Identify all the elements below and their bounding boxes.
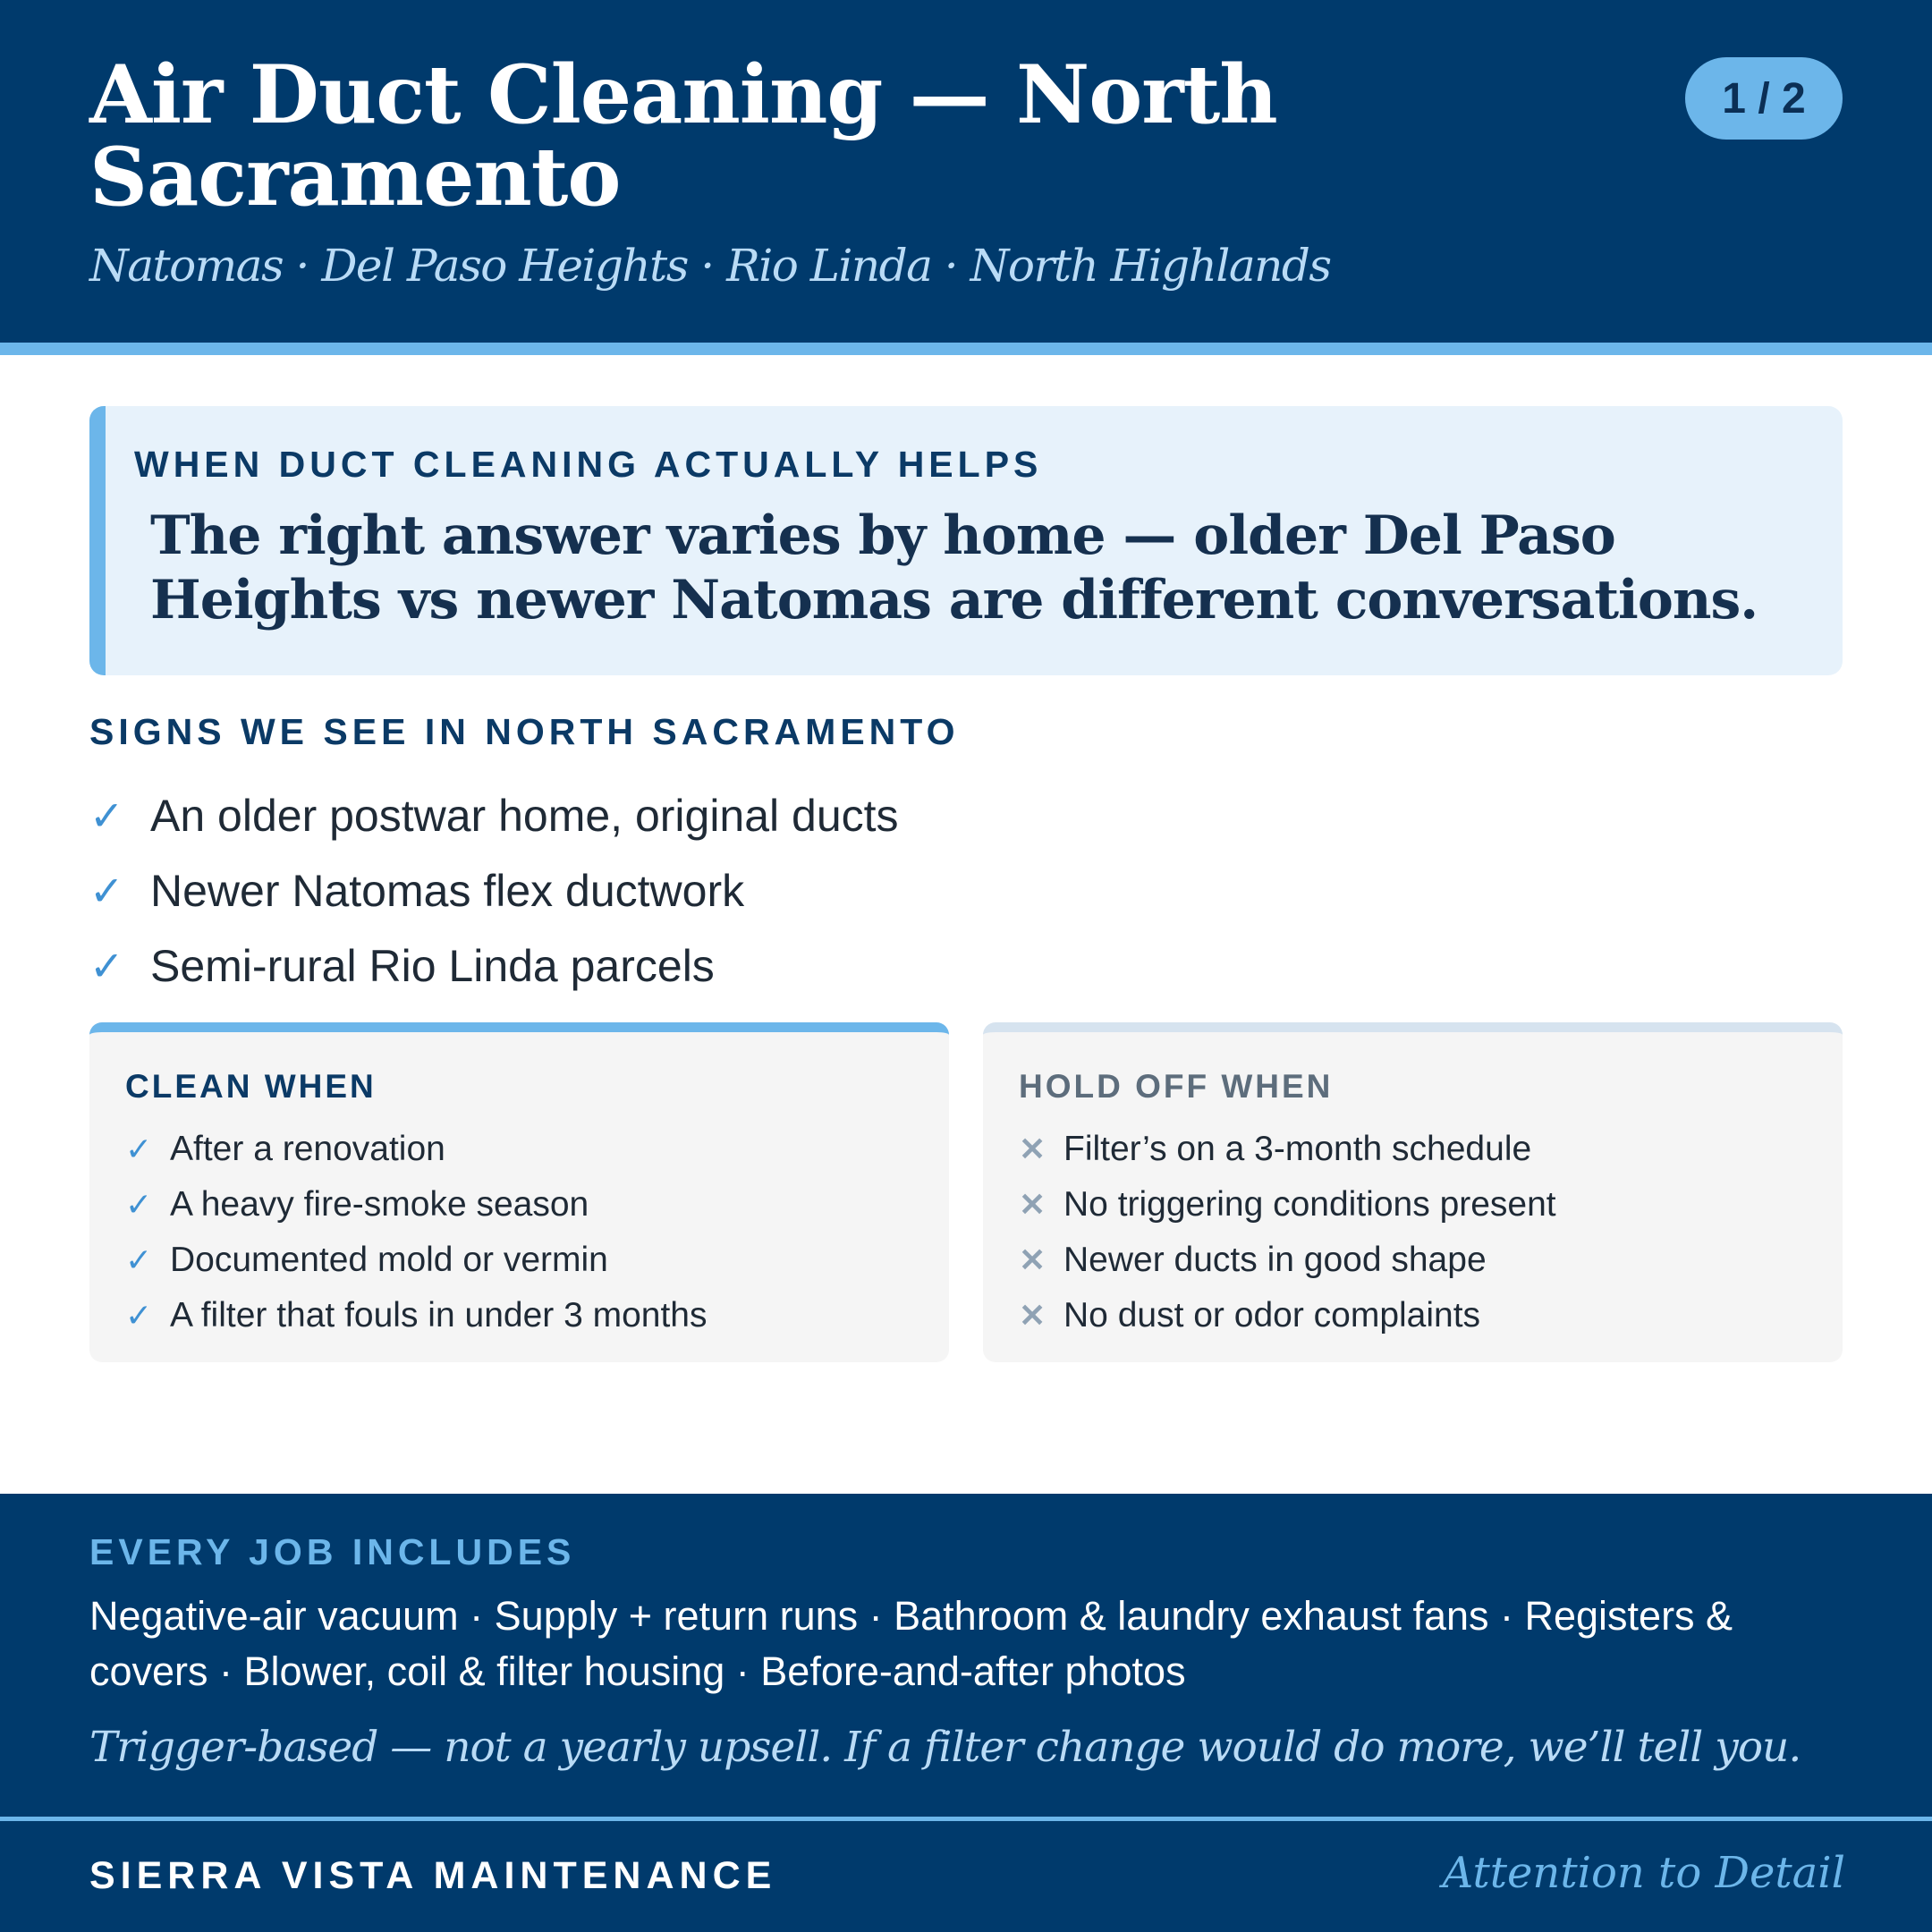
list-item (89, 778, 899, 853)
brand-motto: Attention to Detail (1442, 1848, 1845, 1898)
header-divider (0, 343, 1932, 355)
item-text: A filter that fouls in under 3 months (170, 1296, 708, 1335)
list-item (89, 853, 899, 928)
check-icon: ✓ (89, 868, 124, 914)
includes-text: Negative-air vacuum · Supply + return runs · Bathroom & laundry exhaust fans · Registers & covers · Blower, coil & filter housing · Before-and-after photos (89, 1593, 1733, 1694)
clean-when-card (89, 1022, 949, 1362)
clean-when-list (125, 1122, 708, 1343)
list-item (125, 1288, 708, 1343)
list-item (89, 928, 899, 1004)
item-text: After a renovation (170, 1130, 445, 1168)
check-icon: ✓ (89, 792, 124, 839)
check-icon: ✓ (125, 1131, 153, 1167)
sign-text: Newer Natomas flex ductwork (150, 866, 745, 916)
list-item (125, 1122, 708, 1177)
item-text: A heavy fire-smoke season (170, 1185, 589, 1224)
card-title: HOLD OFF WHEN (1019, 1068, 1334, 1105)
list-item (125, 1233, 708, 1288)
x-icon: ✕ (1019, 1186, 1046, 1223)
x-icon: ✕ (1019, 1241, 1046, 1278)
callout-text: The right answer varies by home — older Del Paso Heights vs newer Natomas are different conversations. (150, 504, 1758, 631)
hold-off-when-card (983, 1022, 1843, 1362)
includes-label: EVERY JOB INCLUDES (89, 1531, 576, 1572)
page-subtitle: Natomas · Del Paso Heights · Rio Linda · North Highlands (89, 240, 1331, 292)
sign-text: An older postwar home, original ducts (150, 791, 899, 841)
item-text: Newer ducts in good shape (1063, 1241, 1487, 1279)
brand-name: SIERRA VISTA MAINTENANCE (89, 1854, 777, 1897)
callout-label: WHEN DUCT CLEANING ACTUALLY HELPS (134, 444, 1043, 485)
item-text: Documented mold or vermin (170, 1241, 608, 1279)
hold-off-when-list (1019, 1122, 1556, 1343)
x-icon: ✕ (1019, 1297, 1046, 1334)
card-title: CLEAN WHEN (125, 1068, 377, 1105)
list-item (1019, 1122, 1556, 1177)
footer-divider (0, 1817, 1932, 1821)
signs-section-label: SIGNS WE SEE IN NORTH SACRAMENTO (89, 711, 960, 752)
check-icon: ✓ (89, 943, 124, 989)
list-item (1019, 1233, 1556, 1288)
tagline: Trigger-based — not a yearly upsell. If a filter change would do more, we’ll tell you. (89, 1723, 1801, 1772)
list-item (125, 1177, 708, 1233)
x-icon: ✕ (1019, 1131, 1046, 1167)
check-icon: ✓ (125, 1241, 153, 1278)
check-icon: ✓ (125, 1186, 153, 1223)
page-indicator-badge: 1 / 2 (1685, 57, 1843, 140)
item-text: No triggering conditions present (1063, 1185, 1556, 1224)
list-item (1019, 1177, 1556, 1233)
check-icon: ✓ (125, 1297, 153, 1334)
item-text: Filter’s on a 3-month schedule (1063, 1130, 1532, 1168)
item-text: No dust or odor complaints (1063, 1296, 1481, 1335)
list-item (1019, 1288, 1556, 1343)
sign-text: Semi-rural Rio Linda parcels (150, 941, 715, 991)
signs-list (89, 778, 899, 1004)
page-title: Air Duct Cleaning — North Sacramento (89, 47, 1277, 225)
